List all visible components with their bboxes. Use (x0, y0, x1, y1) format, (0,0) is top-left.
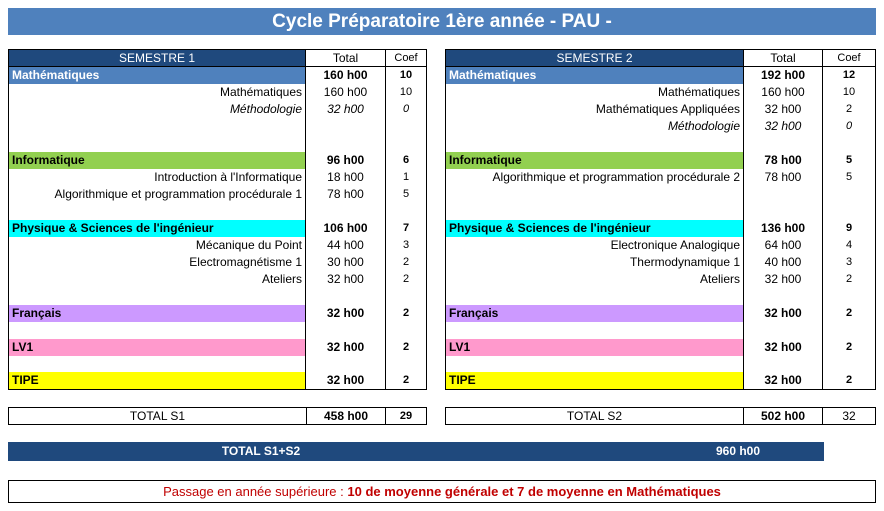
s2-lv1-total: 32 h00 (764, 340, 802, 354)
s2-math-item: Mathématiques (657, 85, 740, 99)
s2-header: SEMESTRE 2 (445, 49, 744, 67)
s2-phys-item: Ateliers (699, 272, 740, 286)
s2-info-coef: 5 (845, 154, 853, 166)
total-s1-coef: 29 (385, 407, 427, 425)
s2-math-item-total: 32 h00 (764, 102, 802, 116)
s2-methodo-total: 32 h00 (764, 119, 802, 133)
s2-tipe-coef: 2 (845, 374, 853, 386)
s1-lv1-coef: 2 (402, 341, 410, 353)
s2-math-item-total: 160 h00 (761, 85, 805, 99)
s2-fr-category: Français (446, 305, 743, 322)
s1-phys-item: Mécanique du Point (195, 238, 302, 252)
s2-phys-item-coef: 4 (845, 239, 853, 251)
total-s2-coef: 32 (822, 407, 876, 425)
s2-methodo-item: Méthodologie (667, 119, 740, 133)
s2-tipe-total: 32 h00 (764, 373, 802, 387)
s2-fr-coef: 2 (845, 307, 853, 319)
s1-math-total: 160 h00 (323, 68, 368, 82)
s1-phys-item: Ateliers (261, 272, 302, 286)
s1-phys-item-total: 44 h00 (327, 238, 364, 252)
s1-methodo-item: Méthodologie (229, 102, 302, 116)
total-s1-hours: 458 h00 (306, 407, 386, 425)
s1-info-coef: 6 (402, 154, 410, 166)
s2-total-header: Total (743, 49, 823, 67)
s1-phys-item-total: 30 h00 (327, 255, 364, 269)
s2-info-item-coef: 5 (845, 171, 853, 183)
s2-phys-item-coef: 2 (845, 273, 853, 285)
s2-phys-item: Thermodynamique 1 (629, 255, 740, 269)
s1-info-item-total: 18 h00 (327, 170, 364, 184)
s1-phys-category: Physique & Sciences de l'ingénieur (9, 220, 305, 237)
s1-info-item-total: 78 h00 (327, 187, 364, 201)
s1-math-coef: 10 (399, 69, 413, 81)
s1-lv1-total: 32 h00 (326, 340, 365, 354)
s1-phys-total: 106 h00 (323, 221, 368, 235)
s2-phys-item-coef: 3 (845, 256, 853, 268)
s1-tipe-category: TIPE (9, 372, 305, 389)
s1-math-item-total: 160 h00 (323, 85, 368, 99)
s1-fr-category: Français (9, 305, 305, 322)
s1-methodo-total: 32 h00 (327, 102, 364, 116)
s2-methodo-coef: 0 (845, 120, 853, 132)
s1-fr-total: 32 h00 (326, 306, 365, 320)
s2-info-category: Informatique (446, 152, 743, 169)
s2-tipe-category: TIPE (446, 372, 743, 389)
s2-info-item-total: 78 h00 (764, 170, 802, 184)
s2-info-item: Algorithmique et programmation procédurale 2 (492, 170, 740, 184)
total-year-label: TOTAL S1+S2 (221, 444, 301, 458)
s1-phys-item-total: 32 h00 (327, 272, 364, 286)
s2-phys-item-total: 64 h00 (764, 238, 802, 252)
s2-info-total: 78 h00 (764, 153, 802, 167)
total-year-hours: 960 h00 (715, 444, 761, 458)
s2-coef-header: Coef (822, 49, 876, 67)
s2-phys-item: Electronique Analogique (610, 238, 740, 252)
page-title: Cycle Préparatoire 1ère année - PAU - (8, 8, 876, 35)
s2-phys-coef: 9 (845, 222, 853, 234)
s1-fr-coef: 2 (402, 307, 410, 319)
s1-header: SEMESTRE 1 (8, 49, 306, 67)
s2-lv1-category: LV1 (446, 339, 743, 356)
total-s2-hours: 502 h00 (743, 407, 823, 425)
s1-math-category: Mathématiques (9, 67, 305, 84)
s1-tipe-coef: 2 (402, 374, 410, 386)
s1-math-item: Mathématiques (219, 85, 302, 99)
s2-phys-category: Physique & Sciences de l'ingénieur (446, 220, 743, 237)
s1-info-item-coef: 1 (402, 171, 410, 183)
s2-math-item-coef: 10 (842, 86, 856, 98)
s1-info-total: 96 h00 (326, 153, 365, 167)
passage-prefix: Passage en année supérieure : (163, 484, 348, 499)
s1-phys-item-coef: 2 (402, 256, 410, 268)
s2-math-total: 192 h00 (760, 68, 806, 82)
s2-math-category: Mathématiques (446, 67, 743, 84)
s2-math-item-coef: 2 (845, 103, 853, 115)
s1-coef-header: Coef (385, 49, 427, 67)
s1-info-item: Algorithmique et programmation procédurale 1 (54, 187, 302, 201)
s2-math-item: Mathématiques Appliquées (595, 102, 740, 116)
total-s2-label: TOTAL S2 (445, 407, 744, 425)
s1-math-item-coef: 10 (399, 86, 413, 98)
s1-lv1-category: LV1 (9, 339, 305, 356)
s1-methodo-coef: 0 (402, 103, 410, 115)
s1-phys-item: Electromagnétisme 1 (189, 255, 302, 269)
total-year-bar (8, 442, 824, 461)
s1-phys-coef: 7 (402, 222, 410, 234)
semester-1-table (8, 49, 427, 390)
s1-phys-item-coef: 2 (402, 273, 410, 285)
s1-tipe-total: 32 h00 (326, 373, 365, 387)
total-s1-label: TOTAL S1 (8, 407, 307, 425)
s1-phys-item-coef: 3 (402, 239, 410, 251)
semester-2-table (445, 49, 876, 390)
s2-lv1-coef: 2 (845, 341, 853, 353)
s2-phys-item-total: 32 h00 (764, 272, 802, 286)
s2-phys-total: 136 h00 (760, 221, 806, 235)
s1-info-item-coef: 5 (402, 188, 410, 200)
s1-total-header: Total (305, 49, 386, 67)
s1-info-item: Introduction à l'Informatique (154, 170, 302, 184)
passage-conditions (8, 480, 876, 503)
s2-phys-item-total: 40 h00 (764, 255, 802, 269)
s2-math-coef: 12 (842, 69, 856, 81)
s2-fr-total: 32 h00 (764, 306, 802, 320)
s1-info-category: Informatique (9, 152, 305, 169)
passage-highlight: 10 de moyenne générale et 7 de moyenne en Mathématiques (347, 484, 721, 499)
